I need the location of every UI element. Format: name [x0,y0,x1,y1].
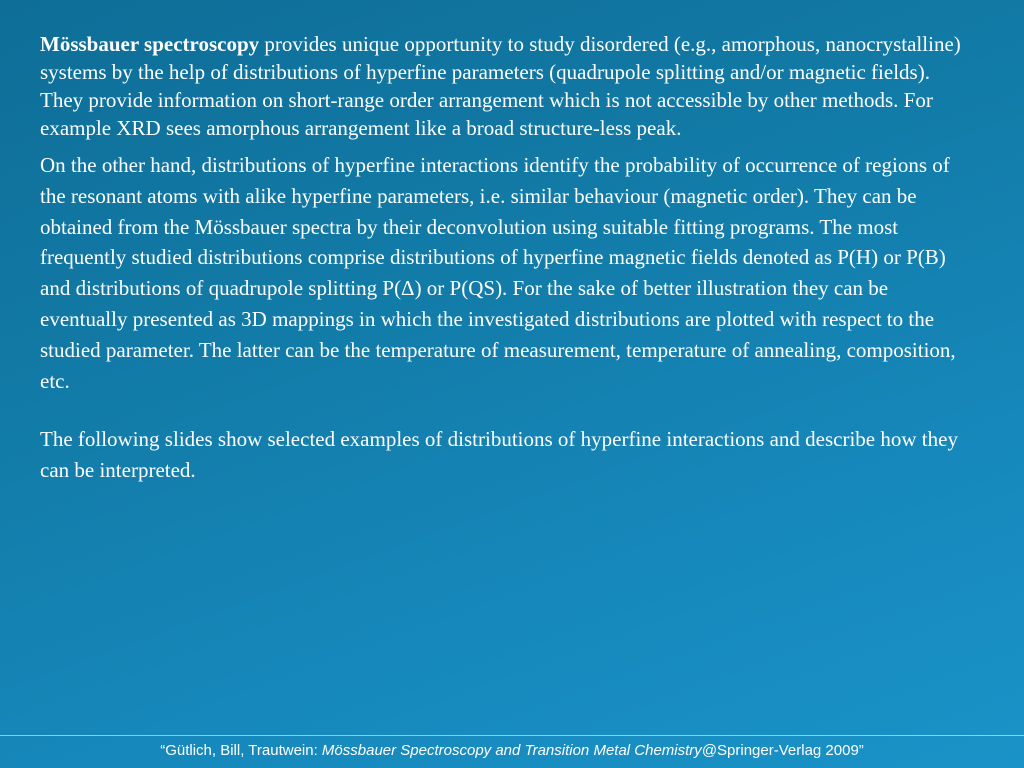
footer-suffix: @Springer-Verlag 2009” [701,742,864,759]
footer-prefix: “Gütlich, Bill, Trautwein: [160,742,322,759]
footer-book-title: Mössbauer Spectroscopy and Transition Metal Chemistry [321,742,702,759]
following-slides-paragraph: The following slides show selected examples of distributions of hyperfine interactions and describe how they can be interpreted. [40,427,958,483]
footer-divider [0,735,1024,736]
slide-content [40,30,970,486]
distributions-paragraph: On the other hand, distributions of hyperfine interactions identify the probability of occurrence of regions of the resonant atoms with alike hyperfine parameters, i.e. similar behaviour (magnetic order). They can be obtained from the Mössbauer spectra by their deconvolution using suitable fitting programs. The most frequently studied distributions comprise distributions of hyperfine magnetic fields denoted as P(H) or P(B) and distributions of quadrupole splitting P(Δ) or P(QS). For the sake of better illustration they can be eventually presented as 3D mappings in which the investigated distributions are plotted with respect to the studied parameter. The latter can be the temperature of measurement, temperature of annealing, composition, etc. [40,153,956,393]
footer-citation [0,742,1024,759]
intro-paragraph [40,30,970,142]
intro-bold-term: Mössbauer spectroscopy [40,32,260,56]
intro-text: provides unique opportunity to study disordered (e.g., amorphous, nanocrystalline) systems by the help of distributions of hyperfine parameters (quadrupole splitting and/or magnetic fields). They provide information on short-range order arrangement which is not accessible by other methods. For example XRD sees amorphous arrangement like a broad structure-less peak. [40,32,961,140]
